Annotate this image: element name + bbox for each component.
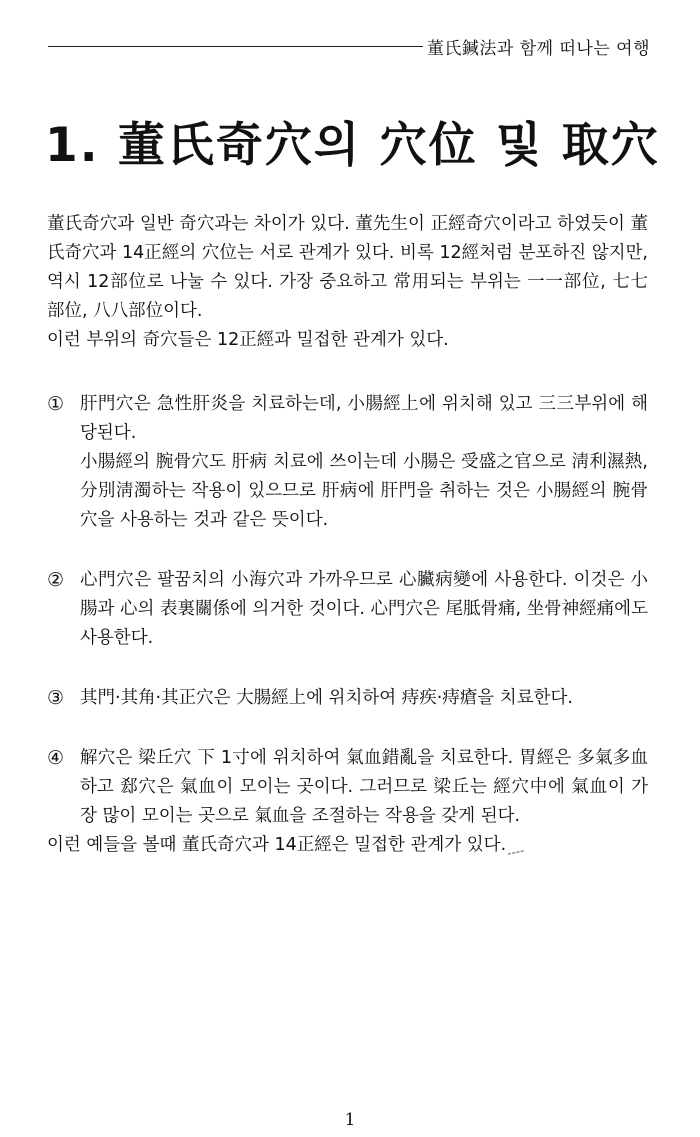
item-number: ① <box>47 393 65 415</box>
item-paragraph: 其門·其角·其正穴은 大腸經上에 위치하여 痔疾·痔瘡을 치료한다. <box>80 688 573 708</box>
intro-paragraph: 董氏奇穴과 일반 奇穴과는 차이가 있다. 董先生이 正經奇穴이라고 하였듯이 董氏奇穴과 14正經의 穴位는 서로 관계가 있다. 비록 12經처럼 분포하진 않지만, 역시 12部位로 나눌 수 있다. 가장 중요하고 常用되는 부위는 一一部位, 七七部位, 八八部位이다. <box>47 214 648 321</box>
page-number: 1 <box>344 1110 356 1130</box>
list-item <box>47 390 648 535</box>
running-title: 董氏鍼法과 함께 떠나는 여행 <box>426 39 650 59</box>
header-rule <box>48 46 423 47</box>
item-number: ② <box>47 569 65 591</box>
list-item <box>47 566 648 653</box>
list-item <box>47 684 648 713</box>
item-number: ④ <box>47 747 65 769</box>
chapter-title: 1. 董氏奇穴의 穴位 및 取穴 <box>45 118 660 173</box>
item-paragraph: 小腸經의 腕骨穴도 肝病 치료에 쓰이는데 小腸은 受盛之官으로 淸利濕熱, 分別淸濁하는 작용이 있으므로 肝病에 肝門을 취하는 것은 小腸經의 腕骨穴을 사용하는 것과 같은 뜻이다. <box>80 452 648 530</box>
page-body <box>47 210 648 860</box>
intro-paragraph: 이런 부위의 奇穴들은 12正經과 밀접한 관계가 있다. <box>47 330 449 350</box>
item-number: ③ <box>47 687 65 709</box>
list-item <box>47 744 648 831</box>
item-paragraph: 解穴은 梁丘穴 下 1寸에 위치하여 氣血錯亂을 치료한다. 胃經은 多氣多血하고 郄穴은 氣血이 모이는 곳이다. 그러므로 梁丘는 經穴中에 氣血이 가장 많이 모이는 곳으로 氣血을 조절하는 작용을 갖게 된다. <box>80 748 648 826</box>
running-header <box>48 34 650 59</box>
item-paragraph: 肝門穴은 急性肝炎을 치료하는데, 小腸經上에 위치해 있고 三三부위에 해당된다. <box>80 394 648 443</box>
closing-paragraph: 이런 예들을 볼때 董氏奇穴과 14正經은 밀접한 관계가 있다. <box>47 835 507 855</box>
item-paragraph: 心門穴은 팔꿈치의 小海穴과 가까우므로 心臟病變에 사용한다. 이것은 小腸과 心의 表裏關係에 의거한 것이다. 心門穴은 尾胝骨痛, 坐骨神經痛에도 사용한다. <box>80 570 648 648</box>
